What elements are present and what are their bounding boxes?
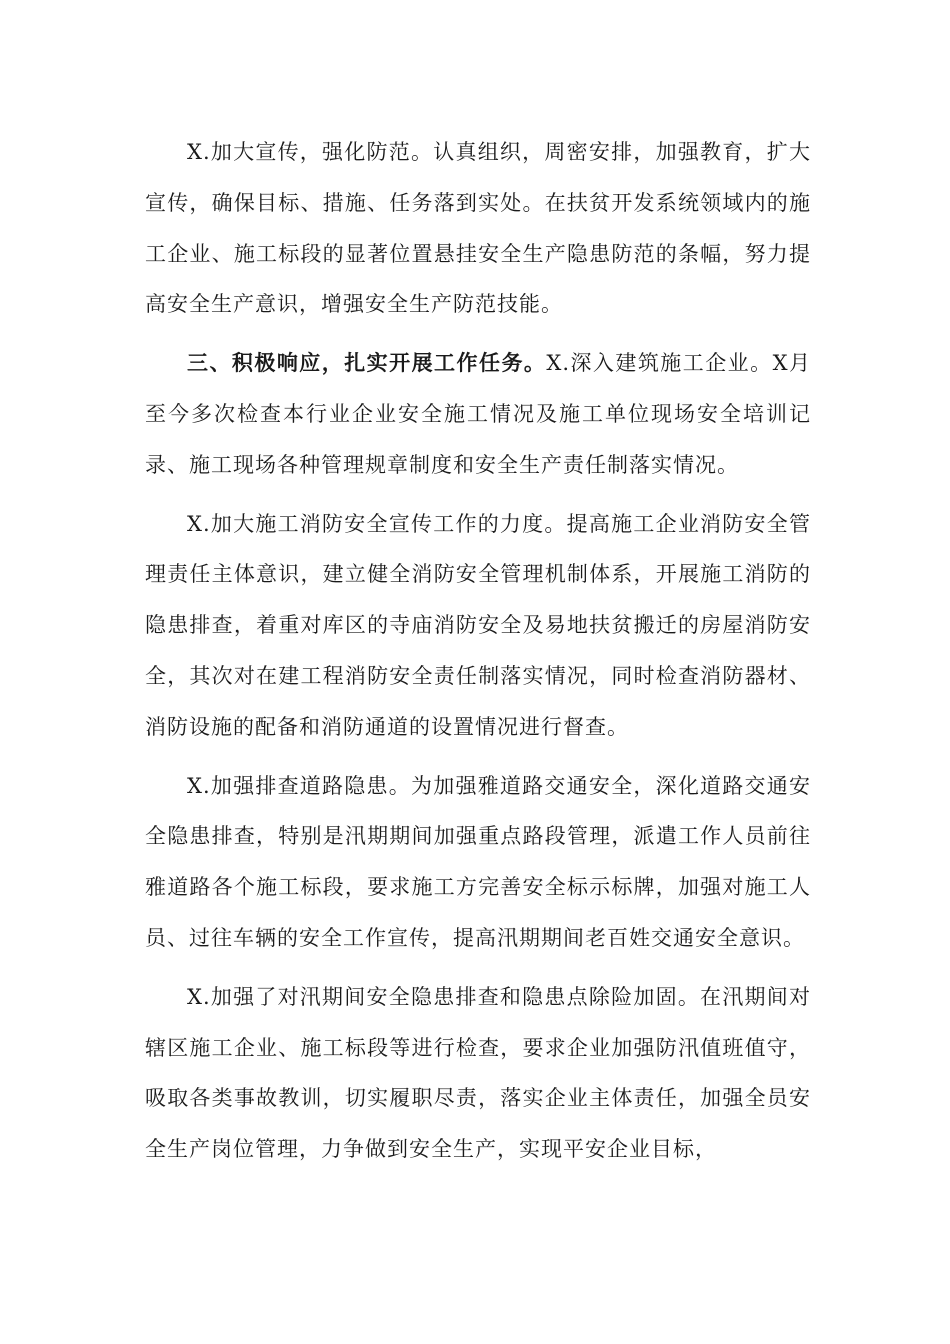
- paragraph-text: X.加大宣传，强化防范。认真组织，周密安排，加强教育，扩大宣传，确保目标、措施、任务落到实处。在扶贫开发系统领域内的施工企业、施工标段的显著位置悬挂安全生产隐患防范的条幅，努力提高安全生产意识，增强安全生产防范技能。: [145, 140, 811, 317]
- paragraph-publicity: [145, 127, 811, 330]
- paragraph-text: X.加大施工消防安全宣传工作的力度。提高施工企业消防安全管理责任主体意识，建立健全消防安全管理机制体系，开展施工消防的隐患排查，着重对库区的寺庙消防安全及易地扶贫搬迁的房屋消防安全，其次对在建工程消防安全责任制落实情况，同时检查消防器材、消防设施的配备和消防通道的设置情况进行督查。: [145, 511, 811, 739]
- section-heading: 三、积极响应，扎实开展工作任务。: [187, 351, 547, 376]
- paragraph-text: X.加强排查道路隐患。为加强雅道路交通安全，深化道路交通安全隐患排查，特别是汛期期间加强重点路段管理，派遣工作人员前往雅道路各个施工标段，要求施工方完善安全标示标牌，加强对施工人员、过往车辆的安全工作宣传，提高汛期期间老百姓交通安全意识。: [145, 773, 811, 950]
- paragraph-section-three: [145, 338, 811, 490]
- document-body: [145, 127, 811, 1175]
- paragraph-road-hazards: [145, 761, 811, 964]
- paragraph-text: X.加强了对汛期间安全隐患排查和隐患点除险加固。在汛期间对辖区施工企业、施工标段等进行检查，要求企业加强防汛值班值守，吸取各类事故教训，切实履职尽责，落实企业主体责任，加强全员安全生产岗位管理，力争做到安全生产，实现平安企业目标，: [145, 984, 811, 1162]
- paragraph-text: X.深入建筑施工企业。X月至今多次检查本行业企业安全施工情况及施工单位现场安全培训记录、施工现场各种管理规章制度和安全生产责任制落实情况。: [145, 351, 812, 477]
- paragraph-fire-safety: [145, 499, 811, 753]
- paragraph-flood-season: [145, 972, 811, 1175]
